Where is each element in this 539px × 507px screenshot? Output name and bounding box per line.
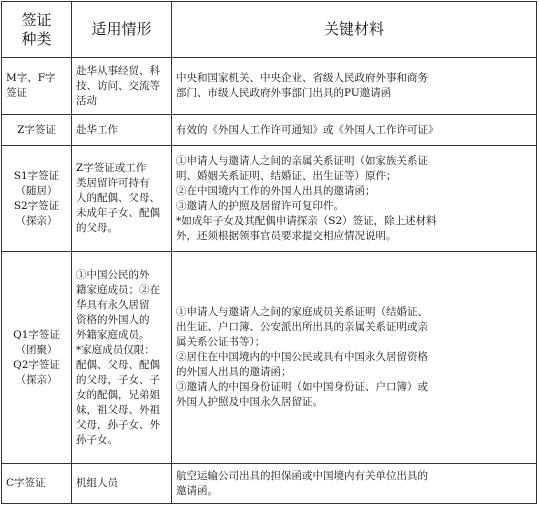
cell-text-line: 出生证、户口簿、公安派出所出具的亲属关系证明或亲	[176, 321, 428, 333]
cell-text-line: Q2字签证	[13, 358, 60, 371]
cell-text-line: Z字签证或工作	[76, 162, 147, 174]
cell-visa-type	[2, 464, 72, 504]
cell-text-line: 的外国人出具的邀请函；	[176, 366, 292, 378]
header-visa-type	[2, 2, 72, 58]
cell-text-line: 的父母。	[76, 222, 118, 234]
cell-text-line: 籍家庭成员；②在	[76, 283, 160, 296]
cell-text-line: （随居）	[15, 184, 58, 197]
header-visa-type-line2: 种类	[21, 29, 52, 48]
cell-text-line: （团聚）	[15, 343, 58, 356]
cell-text-line: 部门、市级人民政府外事部门出具的PU邀请函	[176, 87, 392, 99]
table-row	[2, 58, 537, 115]
cell-text-line: 外，还须根据领事官员要求提交相应情况说明。	[176, 229, 397, 242]
header-materials: 关键材料	[172, 2, 537, 58]
cell-text-line: 女的配偶，兄弟姐	[76, 388, 160, 401]
cell-text-line: 赴华工作	[76, 123, 118, 136]
cell-text-line: 父母，孙子女、外	[76, 418, 160, 431]
cell-text-line: Z字签证	[17, 123, 56, 136]
cell-visa-type	[2, 146, 72, 252]
cell-text-line: 资格的外国人的	[76, 313, 150, 326]
header-situation: 适用情形	[72, 2, 172, 58]
cell-situation	[72, 115, 172, 146]
cell-materials	[172, 115, 537, 146]
cell-text-line: 航空运输公司出具的担保函或中国境内有关单位出具的	[176, 469, 428, 482]
cell-text-line: ③邀请人的护照及居留许可复印件。	[176, 199, 344, 212]
cell-situation	[72, 252, 172, 464]
table-header-row	[2, 2, 537, 58]
cell-text-line: ①申请人与邀请人之间的亲属关系证明（如家族关系证	[176, 154, 428, 167]
header-visa-type-line1: 签证	[21, 10, 52, 29]
cell-text-line: 赴华从事经贸、科	[76, 64, 160, 77]
cell-text-line: ②居住在中国境内的中国公民或具有中国永久居留资格	[176, 351, 428, 363]
table-row	[2, 464, 537, 504]
cell-text-line: C字签证	[6, 477, 46, 489]
cell-text-line: 中央和国家机关、中央企业、省级人民政府外事和商务	[176, 72, 428, 84]
cell-text-line: 明、婚姻关系证明、结婚证、出生证等）原件；	[176, 169, 397, 182]
table-row	[2, 146, 537, 252]
cell-text-line: 技、访问、交流等	[76, 79, 160, 92]
cell-text-line: ①申请人与邀请人之间的家庭成员关系证明（结婚证、	[176, 306, 428, 318]
cell-text-line: Q1字签证	[13, 328, 60, 341]
visa-requirements-table	[1, 1, 537, 504]
cell-text-line: M字、F字	[6, 72, 56, 84]
cell-text-line: 外籍家庭成员。	[76, 328, 150, 341]
cell-text-line: 活动	[76, 94, 97, 107]
cell-situation	[72, 146, 172, 252]
cell-text-line: 的父母，子女、子	[76, 373, 160, 386]
cell-text-line: S2字签证	[13, 199, 60, 212]
cell-text-line: 配偶、父母、配偶	[76, 358, 160, 371]
cell-text-line: 邀请函。	[176, 484, 218, 497]
cell-situation	[72, 58, 172, 115]
cell-situation	[72, 464, 172, 504]
cell-materials	[172, 252, 537, 464]
cell-text-line: （探亲）	[15, 214, 58, 227]
cell-text-line: S1字签证	[13, 169, 60, 182]
cell-materials	[172, 464, 537, 504]
cell-text-line: 外国人护照及中国永久居留证。	[176, 396, 323, 408]
cell-text-line: 类居留许可持有	[76, 177, 150, 189]
cell-visa-type	[2, 58, 72, 115]
cell-text-line: ③邀请人的中国身份证明（如中国身份证、户口簿）或	[176, 381, 428, 393]
cell-text-line: 签证	[6, 87, 27, 99]
cell-text-line: 妹，祖父母、外祖	[76, 403, 160, 416]
cell-text-line: 机组人员	[76, 477, 118, 489]
cell-text-line: （探亲）	[15, 373, 58, 386]
cell-visa-type	[2, 115, 72, 146]
cell-text-line: 孙子女。	[76, 433, 118, 446]
cell-text-line: ①中国公民的外	[76, 268, 150, 281]
table-row	[2, 115, 537, 146]
cell-text-line: 人的配偶、父母、	[76, 192, 160, 204]
cell-text-line: 有效的《外国人工作许可通知》或《外国人工作许可证》	[176, 123, 439, 136]
cell-text-line: ②在中国境内工作的外国人出具的邀请函；	[176, 184, 376, 197]
cell-text-line: *如成年子女及其配偶申请探亲（S2）签证，除上述材料	[176, 214, 437, 227]
cell-materials	[172, 146, 537, 252]
cell-text-line: 未成年子女、配偶	[76, 207, 160, 219]
cell-materials	[172, 58, 537, 115]
cell-text-line: 属关系公证书等）；	[176, 336, 266, 348]
table-row	[2, 252, 537, 464]
cell-text-line: *家庭成员仅限：	[76, 343, 155, 356]
cell-text-line: 华具有永久居留	[76, 298, 150, 311]
cell-visa-type	[2, 252, 72, 464]
